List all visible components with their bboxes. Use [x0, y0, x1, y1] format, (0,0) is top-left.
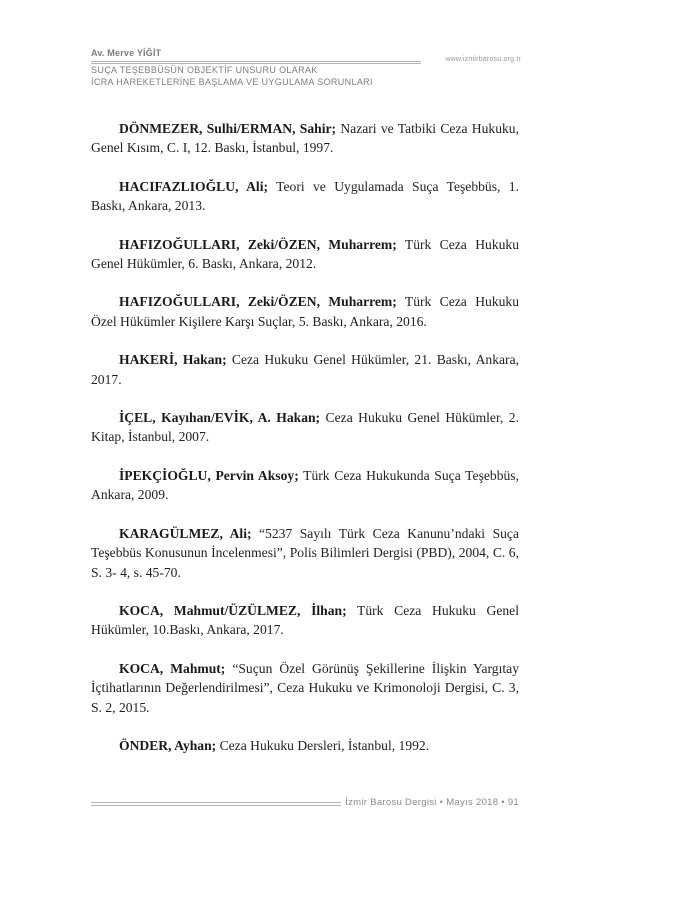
reference-entry	[91, 524, 519, 582]
reference-entry	[91, 408, 519, 447]
reference-authors: DÖNMEZER, Sulhi/ERMAN, Sahir;	[119, 121, 337, 136]
header-title-line2: İCRA HAREKETLERİNE BAŞLAMA VE UYGULAMA SORUNLARI	[91, 77, 373, 87]
reference-text: Teori ve Uygulamada Suça Teşebbüs, 1. Baskı, Ankara, 2013.	[91, 178, 519, 214]
reference-authors: HAKERİ, Hakan;	[119, 352, 227, 368]
reference-authors: HAFIZOĞULLARI, Zeki/ÖZEN, Muharrem;	[119, 236, 397, 252]
reference-authors: İÇEL, Kayıhan/EVİK, A. Hakan;	[119, 410, 321, 426]
footer-divider-secondary	[91, 805, 341, 806]
reference-authors: KARAGÜLMEZ, Ali;	[119, 525, 252, 541]
header-author: Av. Merve YİĞİT	[91, 48, 162, 58]
reference-text: “5237 Sayılı Türk Ceza Kanunu’ndaki Suça Teşebbüs Konusunun İncelenmesi”, Polis Bilimleri Dergisi (PBD), 2004, C. 6, S. 3- 4, s. 45-70.	[91, 525, 519, 580]
reference-text: Nazari ve Tatbiki Ceza Hukuku, Genel Kısım, C. I, 12. Baskı, İstanbul, 1997.	[91, 121, 520, 156]
reference-list	[91, 119, 519, 774]
reference-entry	[91, 177, 519, 216]
reference-authors: KOCA, Mahmut;	[119, 660, 226, 676]
reference-text: Türk Ceza Hukuku Genel Hükümler, 10.Baskı, Ankara, 2017.	[91, 602, 519, 638]
reference-text: “Suçun Özel Görünüş Şekillerine İlişkin Yargıtay İçtihatlarının Değerlendirilmesi”, Ceza Hukuku ve Krimonoloji Dergisi, C. 3, S. 2, 2015.	[91, 660, 519, 715]
header-website: www.izmirbarosu.org.tr	[445, 56, 521, 63]
header-title-line1: SUÇA TEŞEBBÜSÜN OBJEKTİF UNSURU OLARAK	[91, 65, 318, 75]
reference-text: Türk Ceza Hukukunda Suça Teşebbüs, Ankara, 2009.	[91, 467, 519, 503]
reference-entry	[91, 466, 519, 505]
reference-entry	[91, 659, 519, 717]
reference-authors: HACIFAZLIOĞLU, Ali;	[119, 178, 268, 194]
reference-text: Ceza Hukuku Genel Hükümler, 21. Baskı, Ankara, 2017.	[91, 352, 520, 387]
reference-text: Türk Ceza Hukuku Genel Hükümler, 6. Baskı, Ankara, 2012.	[91, 236, 520, 272]
reference-text: Ceza Hukuku Genel Hükümler, 2. Kitap, İstanbul, 2007.	[91, 410, 519, 445]
reference-entry	[91, 119, 519, 158]
reference-authors: KOCA, Mahmut/ÜZÜLMEZ, İlhan;	[119, 602, 347, 618]
reference-text: Ceza Hukuku Dersleri, İstanbul, 1992.	[216, 737, 430, 753]
reference-entry	[91, 292, 519, 331]
reference-entry	[91, 235, 519, 274]
footer-divider	[91, 802, 341, 803]
reference-authors: İPEKÇİOĞLU, Pervin Aksoy;	[119, 467, 299, 483]
header-divider	[91, 61, 421, 62]
reference-text: Türk Ceza Hukuku Özel Hükümler Kişilere Karşı Suçlar, 5. Baskı, Ankara, 2016.	[91, 294, 520, 329]
footer-journal-info: İzmir Barosu Dergisi • Mayıs 2018 • 91	[345, 797, 519, 808]
header-divider-secondary	[91, 63, 421, 64]
reference-entry	[91, 601, 519, 640]
reference-authors: HAFIZOĞULLARI, Zeki/ÖZEN, Muharrem;	[119, 294, 397, 310]
reference-entry	[91, 736, 519, 755]
reference-authors: ÖNDER, Ayhan;	[119, 737, 217, 753]
reference-entry	[91, 350, 519, 389]
